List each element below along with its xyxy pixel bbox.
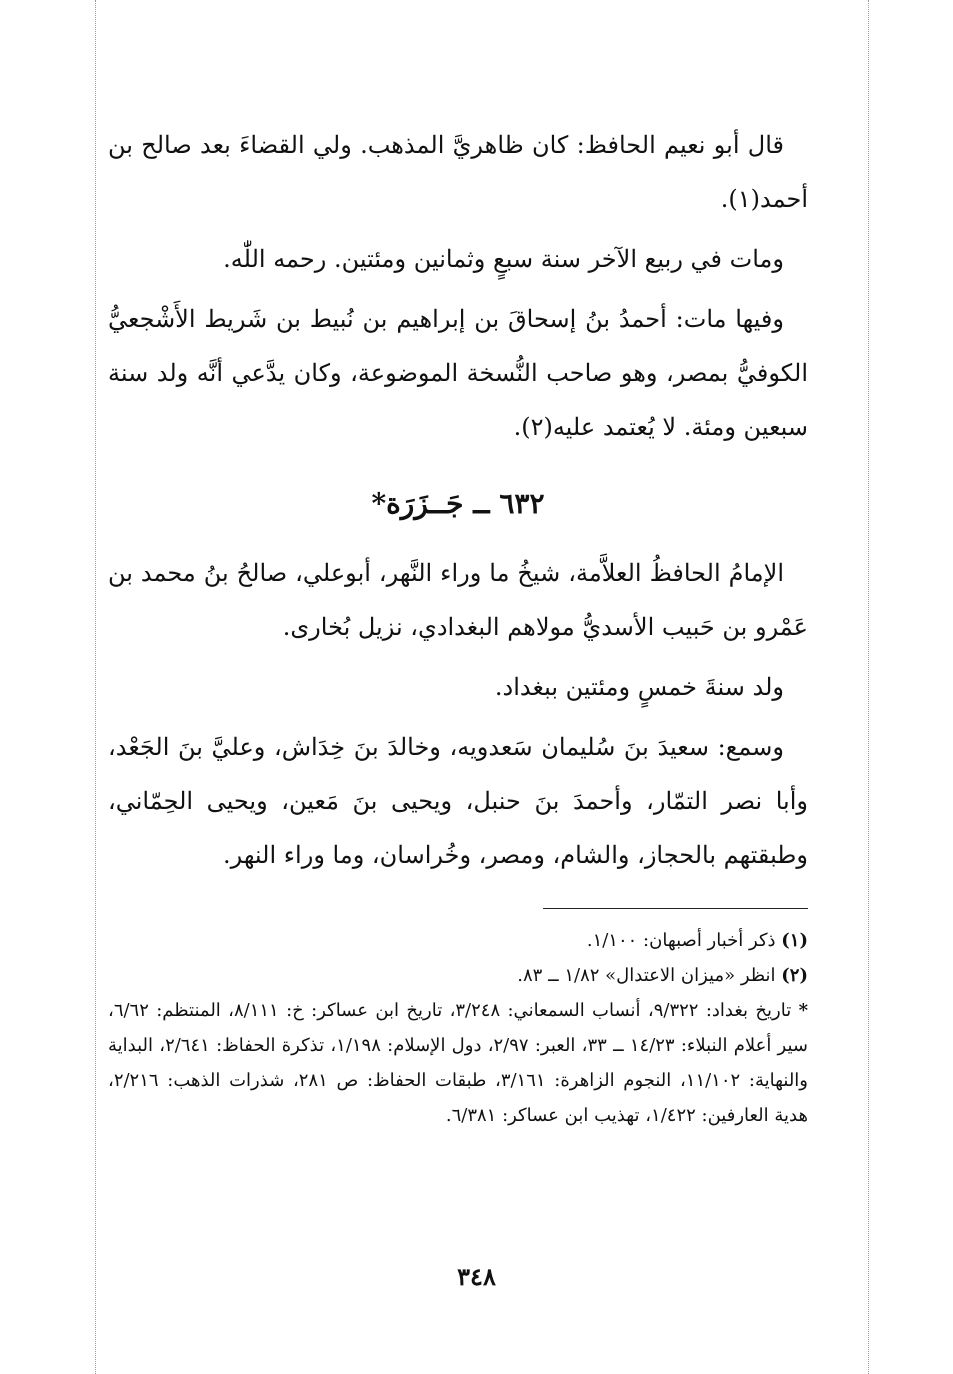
footnote-separator — [543, 908, 808, 909]
margin-dotted-line-right — [868, 0, 869, 1374]
footnote-1-marker: (١) — [781, 930, 808, 951]
margin-dotted-line-left — [95, 0, 96, 1374]
footnote-star-text: تاريخ بغداد: ٩/٣٢٢، أنساب السمعاني: ٣/٢٤٨، تاريخ ابن عساكر: خ: ٨/١١١، المنتظم: ٦/٦٢، سير أعلام النبلاء: ١٤/٢٣ ــ ٣٣، العبر: ٢/٩٧، دول الإسلام: ١/١٩٨، تذكرة الحفاظ: ٢/٦٤١، البداية والنهاية: ١١/١٠٢، النجوم الزاهرة: ٣/١٦١، طبقات الحفاظ: ص ٢٨١، شذرات الذهب: ٢/٢١٦، هدية العارفين: ١/٤٢٢، تهذيب ابن عساكر: ٦/٣٨١. — [108, 1000, 809, 1126]
paragraph-abu-nuaym: قال أبو نعيم الحافظ: كان ظاهريَّ المذهب. ولي القضاءَ بعد صالح بن أحمد(١). — [108, 131, 808, 213]
paragraph-also-died: وفيها مات: أحمدُ بنُ إسحاقَ بن إبراهيم بن نُبيط بن شَريط الأَشْجعيُّ الكوفيُّ بمصر، وهو صاحب النُّسخة الموضوعة، وكان يدَّعي أنَّه ولد سنة سبعين ومئة. لا يُعتمد عليه(٢). — [108, 305, 808, 441]
footnote-2-marker: (٢) — [781, 965, 808, 986]
paragraph-birth: ولد سنةَ خمسٍ ومئتين ببغداد. — [494, 673, 784, 701]
footnote-2-text: انظر «ميزان الاعتدال» ١/٨٢ ــ ٨٣. — [517, 965, 776, 986]
paragraph-heard-from: وسمع: سعيدَ بنَ سُليمان سَعدويه، وخالدَ بنَ خِدَاش، وعليَّ بنَ الجَعْد، وأبا نصر التمّار، وأحمدَ بنَ حنبل، ويحيى بنَ مَعين، ويحيى الحِمّاني، وطبقتهم بالحجاز، والشام، ومصر، وخُراسان، وما وراء النهر. — [108, 733, 808, 869]
page-number: ٣٤٨ — [457, 1262, 496, 1291]
paragraph-death: ومات في ربيع الآخر سنة سبعٍ وثمانين ومئتين. رحمه اللّٰه. — [223, 245, 784, 273]
footnote-2 — [108, 958, 808, 993]
entry-heading: ٦٣٢ ــ جَــزَرَة* — [371, 487, 545, 520]
footnote-1-text: ذكر أخبار أصبهان: ١/١٠٠. — [586, 930, 776, 951]
footnote-1 — [108, 923, 808, 958]
paragraph-imam-intro: الإمامُ الحافظُ العلاَّمة، شيخُ ما وراء النَّهر، أبوعلي، صالحُ بنُ محمد بن عَمْرو بن حَبيب الأسديُّ مولاهم البغدادي، نزيل بُخارى. — [108, 559, 808, 641]
footnote-star — [108, 993, 808, 1133]
footnote-star-marker: * — [798, 1000, 808, 1021]
page-content — [108, 118, 808, 1133]
